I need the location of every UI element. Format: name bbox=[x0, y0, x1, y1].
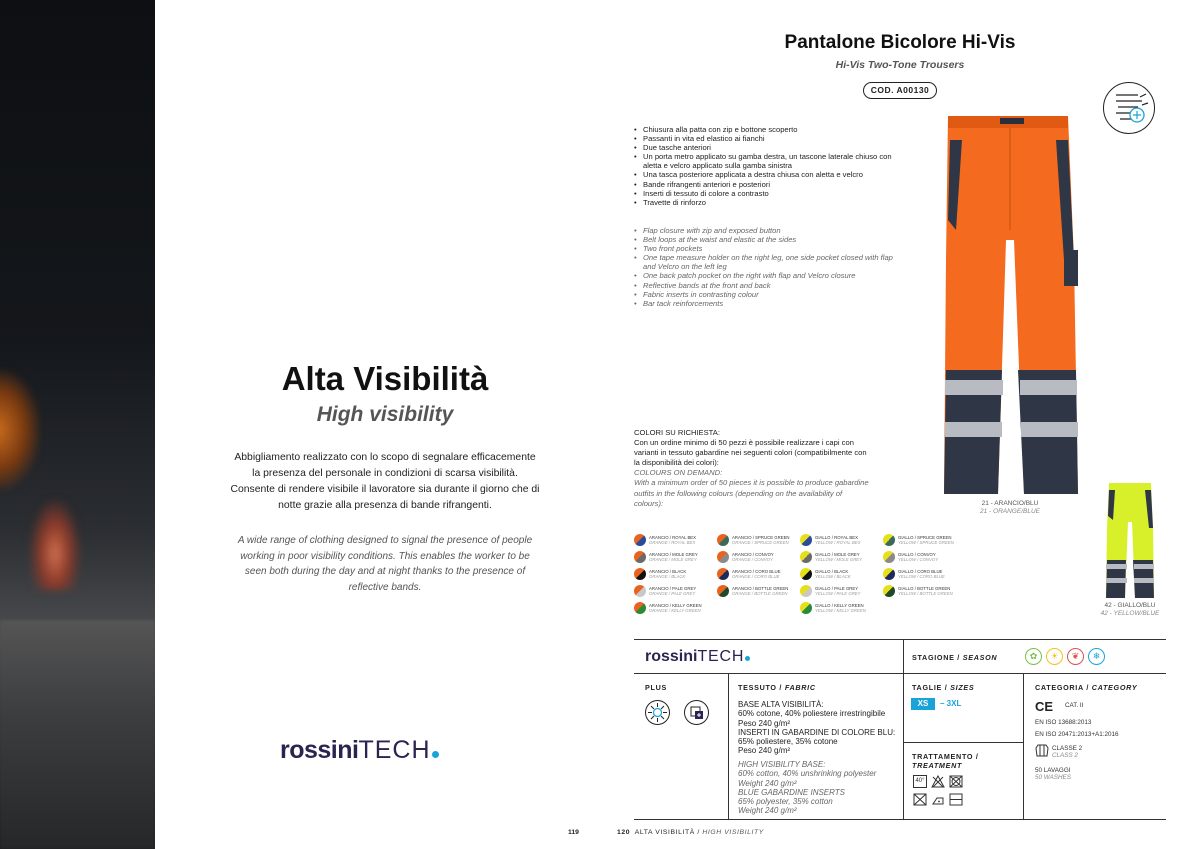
norm-2: EN ISO 20471:2013+A1:2016 bbox=[1035, 731, 1119, 738]
trousers-yellow-image bbox=[1105, 480, 1155, 600]
swatch-label-it: ARANCIO / CORO BLUE bbox=[732, 569, 781, 574]
feature-item: • Reflective bands at the front and back bbox=[634, 281, 899, 290]
section-title: Alta Visibilità bbox=[281, 360, 489, 397]
swatch-label bbox=[649, 568, 686, 579]
swatch-label-it: GIALLO / CORO BLUE bbox=[898, 569, 943, 574]
swatch-label bbox=[732, 534, 790, 545]
colors-heading-en: COLOURS ON DEMAND: bbox=[634, 468, 723, 478]
swatch-label-it: ARANCIO / PALE GREY bbox=[649, 586, 697, 591]
swatch-label bbox=[649, 602, 702, 613]
swatch-empty bbox=[883, 602, 966, 619]
color-swatch bbox=[717, 568, 800, 585]
swatch-label bbox=[649, 551, 698, 562]
trousers-yellow-label bbox=[1090, 602, 1170, 618]
swatch-circle-icon bbox=[634, 585, 646, 597]
swatch-label-en: ORANGE / CONVOY bbox=[732, 557, 773, 563]
color-swatch bbox=[717, 551, 800, 568]
page-number-right: 120 bbox=[617, 829, 631, 836]
logo-dot-icon bbox=[432, 751, 439, 758]
swatch-circle-icon bbox=[634, 568, 646, 580]
swatch-label bbox=[732, 568, 780, 579]
swatch-label-it: GIALLO / BLACK bbox=[815, 569, 849, 574]
label-it: 42 - GIALLO/BLU bbox=[1104, 602, 1156, 609]
swatch-circle-icon bbox=[883, 568, 895, 580]
swatch-label-en: YELLOW / KELLY GREEN bbox=[815, 608, 866, 614]
swatch-label bbox=[898, 534, 954, 545]
color-swatch bbox=[634, 551, 717, 568]
swatch-label-it: ARANCIO / BLACK bbox=[649, 569, 687, 574]
features-list-english bbox=[634, 226, 899, 308]
swatch-label-en: ORANGE / BLACK bbox=[649, 574, 686, 580]
swatch-circle-icon bbox=[634, 534, 646, 546]
class-it: CLASSE 2 bbox=[1052, 745, 1083, 752]
treatment-label-en-text: TREATMENT bbox=[912, 761, 963, 770]
spring-season-icon: ✿ bbox=[1025, 648, 1042, 665]
swatch-circle-icon bbox=[883, 534, 895, 546]
feature-item: • Two front pockets bbox=[634, 244, 899, 253]
table-vline-1 bbox=[903, 639, 904, 819]
footer-section-it: ALTA VISIBILITÀ bbox=[634, 829, 695, 836]
swatch-circle-icon bbox=[717, 585, 729, 597]
treatment-label: TRATTAMENTO / bbox=[912, 752, 979, 761]
line-dry-icon bbox=[949, 793, 963, 806]
swatch-label-en: ORANGE / BOTTLE GREEN bbox=[732, 591, 788, 597]
swatch-label-it: GIALLO / CONVOY bbox=[898, 552, 936, 557]
color-swatch bbox=[800, 551, 883, 568]
fabric-composition-it: BASE ALTA VISIBILITÀ: 60% cotone, 40% poliestere irrestringibile Peso 240 g/m² INSERTI IN GABARDINE DI COLORE BLU: 65% poliestere, 35% cotone Peso 240 g/m² bbox=[738, 700, 896, 756]
features-list-italian bbox=[634, 125, 894, 207]
reflective-band-icon bbox=[684, 700, 709, 725]
product-code-badge: COD. A00130 bbox=[863, 82, 937, 99]
swatch-label-en: YELLOW / PALE GREY bbox=[815, 591, 861, 597]
color-swatch bbox=[634, 602, 717, 619]
table-bottom-border bbox=[634, 819, 1166, 820]
no-bleach-icon bbox=[931, 775, 945, 788]
feature-item: • Bande rifrangenti anteriori e posteriori bbox=[634, 180, 894, 189]
swatch-circle-icon bbox=[800, 551, 812, 563]
feature-item: • Inserti di tessuto di colore a contrasto bbox=[634, 189, 894, 198]
swatch-label bbox=[815, 551, 862, 562]
color-swatch bbox=[634, 585, 717, 602]
swatch-label-it: ARANCIO / SPRUCE GREEN bbox=[732, 535, 790, 540]
category-label: CATEGORIA / CATEGORY bbox=[1035, 683, 1138, 692]
treatment-label-en bbox=[912, 761, 962, 770]
swatch-label-it: ARANCIO / MOLE GREY bbox=[649, 552, 698, 557]
swatch-circle-icon bbox=[800, 534, 812, 546]
swatch-label-en: YELLOW / SPRUCE GREEN bbox=[898, 540, 954, 546]
color-swatch bbox=[883, 568, 966, 585]
colors-text-it: Con un ordine minimo di 50 pezzi è possibile realizzare i capi con varianti in tessuto gabardine nei seguenti colori (compatibilmente con la disponibilità dei colori): bbox=[634, 438, 867, 468]
color-swatch bbox=[717, 534, 800, 551]
size-range: – 3XL bbox=[940, 699, 962, 708]
sizes-label-en: SIZES bbox=[950, 683, 975, 692]
sizes-label-it: TAGLIE bbox=[912, 683, 943, 692]
color-swatch bbox=[634, 534, 717, 551]
swatch-circle-icon bbox=[717, 568, 729, 580]
swatch-label-it: ARANCIO / CONVOY bbox=[732, 552, 774, 557]
logo-light-text: TECH bbox=[697, 648, 745, 665]
swatch-circle-icon bbox=[634, 551, 646, 563]
season-label: STAGIONE / SEASON bbox=[912, 653, 998, 662]
color-swatch-grid bbox=[634, 534, 964, 619]
swatch-label-en: ORANGE / KELLY GREEN bbox=[649, 608, 701, 614]
road-surface bbox=[0, 620, 155, 849]
swatch-label-it: GIALLO / KELLY GREEN bbox=[815, 603, 864, 608]
feature-item: • Chiusura alla patta con zip e bottone scoperto bbox=[634, 125, 894, 134]
feature-item: • Flap closure with zip and exposed button bbox=[634, 226, 899, 235]
autumn-season-icon: ❦ bbox=[1067, 648, 1084, 665]
swatch-label-it: ARANCIO / KELLY GREEN bbox=[649, 603, 702, 608]
feature-item: • Due tasche anteriori bbox=[634, 143, 894, 152]
swatch-label-it: GIALLO / SPRUCE GREEN bbox=[898, 535, 952, 540]
fabric-label-it: TESSUTO bbox=[738, 683, 777, 692]
washes-en: 50 WASHES bbox=[1035, 774, 1071, 781]
ce-mark: CE bbox=[1035, 699, 1054, 714]
color-swatch bbox=[717, 585, 800, 602]
description-italian: Abbigliamento realizzato con lo scopo di segnalare efficacemente la presenza del personale in condizioni di scarsa visibilità. Consente di rendere visibile il lavoratore sia durante il giorno che di notte grazie alla presenza di bande rifrangenti. bbox=[230, 452, 540, 511]
colors-text-en: With a minimum order of 50 pieces it is possible to produce gabardine outfits in the following colours (depending on the availability of colours): bbox=[634, 478, 869, 508]
swatch-label-en: YELLOW / ROYAL BEX bbox=[815, 540, 861, 546]
brand-logo-small bbox=[645, 648, 750, 666]
swatch-label bbox=[815, 568, 851, 579]
logo-bold-text: rossini bbox=[280, 736, 359, 764]
swatch-label-en: YELLOW / MOLE GREY bbox=[815, 557, 863, 563]
feature-item: • Belt loops at the waist and elastic at the sides bbox=[634, 235, 899, 244]
wash-40-icon: 40° bbox=[913, 775, 927, 788]
swatch-label-it: GIALLO / ROYAL BEX bbox=[815, 535, 858, 540]
class-en: CLASS 2 bbox=[1052, 752, 1078, 759]
swatch-label bbox=[815, 602, 866, 613]
fabric-tech-icon bbox=[1103, 82, 1155, 134]
swatch-label-it: GIALLO / PALE GREY bbox=[815, 586, 859, 591]
swatch-label bbox=[815, 534, 861, 545]
sizes-divider bbox=[903, 742, 1023, 743]
norm-1: EN ISO 13688:2013 bbox=[1035, 719, 1092, 726]
feature-item: • Una tasca posteriore applicata a destra chiusa con aletta e velcro bbox=[634, 170, 894, 179]
swatch-label-it: ARANCIO / BOTTLE GREEN bbox=[732, 586, 789, 591]
swatch-label-en: ORANGE / MOLE GREY bbox=[649, 557, 697, 563]
product-subtitle: Hi-Vis Two-Tone Trousers bbox=[835, 59, 965, 71]
table-vline-2 bbox=[728, 673, 729, 819]
color-swatch bbox=[883, 551, 966, 568]
color-swatch bbox=[800, 602, 883, 619]
season-label-it: STAGIONE bbox=[912, 653, 955, 662]
swatch-label-en: YELLOW / CONVOY bbox=[898, 557, 939, 563]
swatch-label-it: GIALLO / BOTTLE GREEN bbox=[898, 586, 951, 591]
swatch-empty bbox=[717, 602, 800, 619]
table-top-border bbox=[634, 639, 1166, 640]
fabric-label: TESSUTO / FABRIC bbox=[738, 683, 816, 692]
high-visibility-icon bbox=[645, 700, 670, 725]
swatch-label-en: ORANGE / CORO BLUE bbox=[732, 574, 780, 580]
swatch-label-en: ORANGE / PALE GREY bbox=[649, 591, 696, 597]
no-dry-clean-icon bbox=[913, 793, 927, 806]
logo-dot-icon bbox=[745, 656, 750, 661]
swatch-label-en: YELLOW / CORO BLUE bbox=[898, 574, 945, 580]
trousers-orange-label bbox=[960, 500, 1060, 516]
swatch-label-it: GIALLO / MOLE GREY bbox=[815, 552, 860, 557]
swatch-label-en: YELLOW / BOTTLE GREEN bbox=[898, 591, 953, 597]
fabric-composition-en: HIGH VISIBILITY BASE: 60% cotton, 40% unshrinking polyester Weight 240 g/m² BLUE GABARDINE INSERTS 65% polyester, 35% cotton Weight 240 g/m² bbox=[738, 760, 877, 816]
swatch-label-en: YELLOW / BLACK bbox=[815, 574, 851, 580]
logo-bold-text: rossini bbox=[645, 648, 698, 665]
color-swatch bbox=[800, 585, 883, 602]
feature-item: • Passanti in vita ed elastico ai fianchi bbox=[634, 134, 894, 143]
feature-item: • Bar tack reinforcements bbox=[634, 299, 899, 308]
colors-on-demand bbox=[634, 428, 869, 509]
no-tumble-dry-icon bbox=[949, 775, 963, 788]
footer-section-en: HIGH VISIBILITY bbox=[702, 829, 764, 836]
swatch-label-en: ORANGE / SPRUCE GREEN bbox=[732, 540, 789, 546]
swatch-circle-icon bbox=[883, 551, 895, 563]
color-swatch bbox=[634, 568, 717, 585]
label-en: 42 - YELLOW/BLUE bbox=[1100, 610, 1160, 617]
swatch-label bbox=[898, 568, 945, 579]
swatch-circle-icon bbox=[800, 585, 812, 597]
product-title: Pantalone Bicolore Hi-Vis bbox=[784, 32, 1016, 53]
label-it: 21 - ARANCIO/BLU bbox=[981, 500, 1039, 507]
table-vline-3 bbox=[1023, 673, 1024, 819]
warning-sign-blur bbox=[0, 370, 40, 490]
category-label-en: CATEGORY bbox=[1091, 683, 1138, 692]
section-subtitle: High visibility bbox=[316, 403, 454, 426]
category-value: CAT. II bbox=[1065, 702, 1084, 709]
iron-low-icon bbox=[931, 793, 945, 806]
plus-label: PLUS bbox=[645, 683, 667, 692]
summer-season-icon: ☀ bbox=[1046, 648, 1063, 665]
table-row-divider bbox=[634, 673, 1166, 674]
swatch-label bbox=[898, 551, 938, 562]
swatch-circle-icon bbox=[717, 534, 729, 546]
winter-season-icon: ❄ bbox=[1088, 648, 1105, 665]
sizes-label: TAGLIE / SIZES bbox=[912, 683, 975, 692]
traffic-cone-blur bbox=[30, 500, 80, 590]
brand-logo-large bbox=[280, 736, 439, 765]
page-footer-right: 120 ALTA VISIBILITÀ / HIGH VISIBILITY bbox=[617, 829, 764, 836]
swatch-circle-icon bbox=[883, 585, 895, 597]
feature-item: • One tape measure holder on the right leg, one side pocket closed with flap and Velcro on the left leg bbox=[634, 253, 899, 271]
color-swatch bbox=[883, 534, 966, 551]
feature-item: • Fabric inserts in contrasting colour bbox=[634, 290, 899, 299]
description-english: A wide range of clothing designed to signal the presence of people working in poor visibility conditions. This enables the worker to be seen both during the day and at night thanks to the presence of reflective bands. bbox=[237, 535, 533, 593]
logo-light-text: TECH bbox=[358, 736, 431, 764]
color-swatch bbox=[800, 534, 883, 551]
swatch-label-en: ORANGE / ROYAL BEX bbox=[649, 540, 696, 546]
swatch-label bbox=[649, 534, 696, 545]
label-en: 21 - ORANGE/BLUE bbox=[980, 508, 1040, 515]
swatch-label-it: ARANCIO / ROYAL BEX bbox=[649, 535, 697, 540]
night-road-photo bbox=[0, 0, 155, 849]
swatch-label bbox=[649, 585, 696, 596]
season-label-en: SEASON bbox=[962, 653, 998, 662]
swatch-circle-icon bbox=[717, 551, 729, 563]
trousers-orange-image bbox=[940, 110, 1080, 495]
feature-item: • One back patch pocket on the right with flap and Velcro closure bbox=[634, 271, 899, 280]
swatch-label bbox=[732, 551, 774, 562]
page-number-left: 119 bbox=[568, 829, 579, 836]
colors-heading-it: COLORI SU RICHIESTA: bbox=[634, 428, 720, 437]
feature-item: • Travette di rinforzo bbox=[634, 198, 894, 207]
size-from-badge: XS bbox=[911, 698, 935, 710]
feature-item: • Un porta metro applicato su gamba destra, un tascone laterale chiuso con aletta e velcro applicato sulla gamba sinistra bbox=[634, 152, 894, 170]
swatch-label bbox=[732, 585, 788, 596]
fabric-label-en: FABRIC bbox=[784, 683, 816, 692]
swatch-circle-icon bbox=[800, 568, 812, 580]
category-label-it: CATEGORIA bbox=[1035, 683, 1084, 692]
swatch-label bbox=[898, 585, 953, 596]
color-swatch bbox=[883, 585, 966, 602]
class-jacket-icon bbox=[1035, 744, 1049, 757]
washes-it: 50 LAVAGGI bbox=[1035, 767, 1071, 774]
swatch-circle-icon bbox=[634, 602, 646, 614]
swatch-label bbox=[815, 585, 861, 596]
color-swatch bbox=[800, 568, 883, 585]
swatch-circle-icon bbox=[800, 602, 812, 614]
